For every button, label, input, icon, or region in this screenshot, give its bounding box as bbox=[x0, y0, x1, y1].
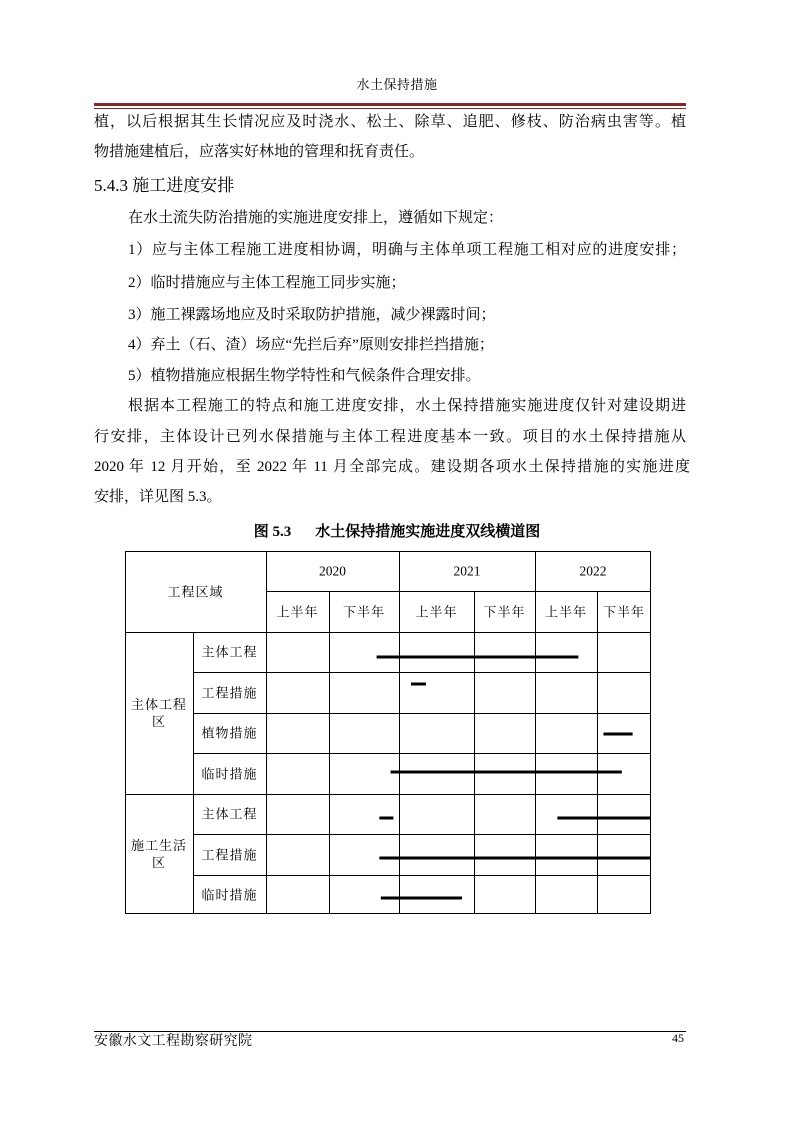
section-heading: 5.4.3 施工进度安排 bbox=[94, 176, 235, 195]
list-item: 4）弃土（石、渣）场应“先拦后弃”原则安排拦挡措施； bbox=[128, 337, 494, 353]
half-year-header: 下半年 bbox=[342, 604, 386, 619]
figure-title: 水土保持措施实施进度双线横道图 bbox=[315, 524, 541, 540]
item-label: 临时措施 bbox=[201, 887, 258, 902]
list-item: 5）植物措施应根据生物学特性和气候条件合理安排。 bbox=[128, 368, 481, 384]
running-header-title: 水土保持措施 bbox=[356, 77, 438, 92]
group-label: 主体工程区 bbox=[130, 697, 187, 729]
year-header: 2021 bbox=[453, 563, 481, 579]
half-year-header: 下半年 bbox=[602, 604, 646, 619]
paragraph-line: 2020 年 12 月开始，至 2022 年 11 月全部完成。建设期各项水土保持措施的实施进度 bbox=[94, 459, 690, 475]
year-header: 2020 bbox=[319, 563, 346, 579]
half-year-header: 下半年 bbox=[483, 604, 526, 619]
list-item: 1）应与主体工程施工进度相协调，明确与主体单项工程施工相对应的进度安排； bbox=[128, 242, 686, 258]
paragraph-line: 行安排，主体设计已列水保措施与主体工程进度基本一致。项目的水土保持措施从 bbox=[94, 429, 686, 445]
paragraph-line: 安排，详见图 5.3。 bbox=[94, 489, 222, 505]
item-label: 主体工程 bbox=[201, 644, 258, 660]
item-label: 工程措施 bbox=[201, 685, 258, 700]
page-number: 45 bbox=[672, 1031, 684, 1045]
paragraph-line: 在水土流失防治措施的实施进度安排上，遵循如下规定： bbox=[128, 210, 504, 226]
item-label: 植物措施 bbox=[201, 725, 258, 741]
item-label: 临时措施 bbox=[201, 766, 258, 781]
figure-number: 图 5.3 bbox=[253, 524, 292, 540]
header-rule-thick bbox=[94, 103, 686, 106]
group-label: 施工生活区 bbox=[130, 838, 187, 870]
figure-caption bbox=[0, 522, 794, 542]
item-label: 主体工程 bbox=[201, 806, 258, 822]
paragraph-line: 根据本工程施工的特点和施工进度安排，水土保持措施实施进度仅针对建设期进 bbox=[128, 398, 686, 414]
header-area-label: 工程区域 bbox=[167, 584, 224, 599]
half-year-header: 上半年 bbox=[276, 604, 319, 619]
half-year-header: 上半年 bbox=[415, 604, 458, 619]
item-label: 工程措施 bbox=[201, 847, 258, 862]
list-item: 2）临时措施应与主体工程施工同步实施； bbox=[128, 275, 406, 291]
year-header: 2022 bbox=[579, 563, 607, 579]
paragraph-line: 植，以后根据其生长情况应及时浇水、松土、除草、追肥、修枝、防治病虫害等。植 bbox=[94, 114, 686, 130]
list-item: 3）施工裸露场地应及时采取防护措施，减少裸露时间； bbox=[128, 307, 496, 323]
footer-organization: 安徽水文工程勘察研究院 bbox=[94, 1034, 253, 1049]
half-year-header: 上半年 bbox=[544, 604, 588, 619]
footer-rule bbox=[94, 1031, 686, 1032]
gantt-table bbox=[125, 551, 651, 914]
paragraph-line: 物措施建植后，应落实好林地的管理和抚育责任。 bbox=[94, 144, 425, 160]
header-rule-thin bbox=[94, 108, 686, 109]
